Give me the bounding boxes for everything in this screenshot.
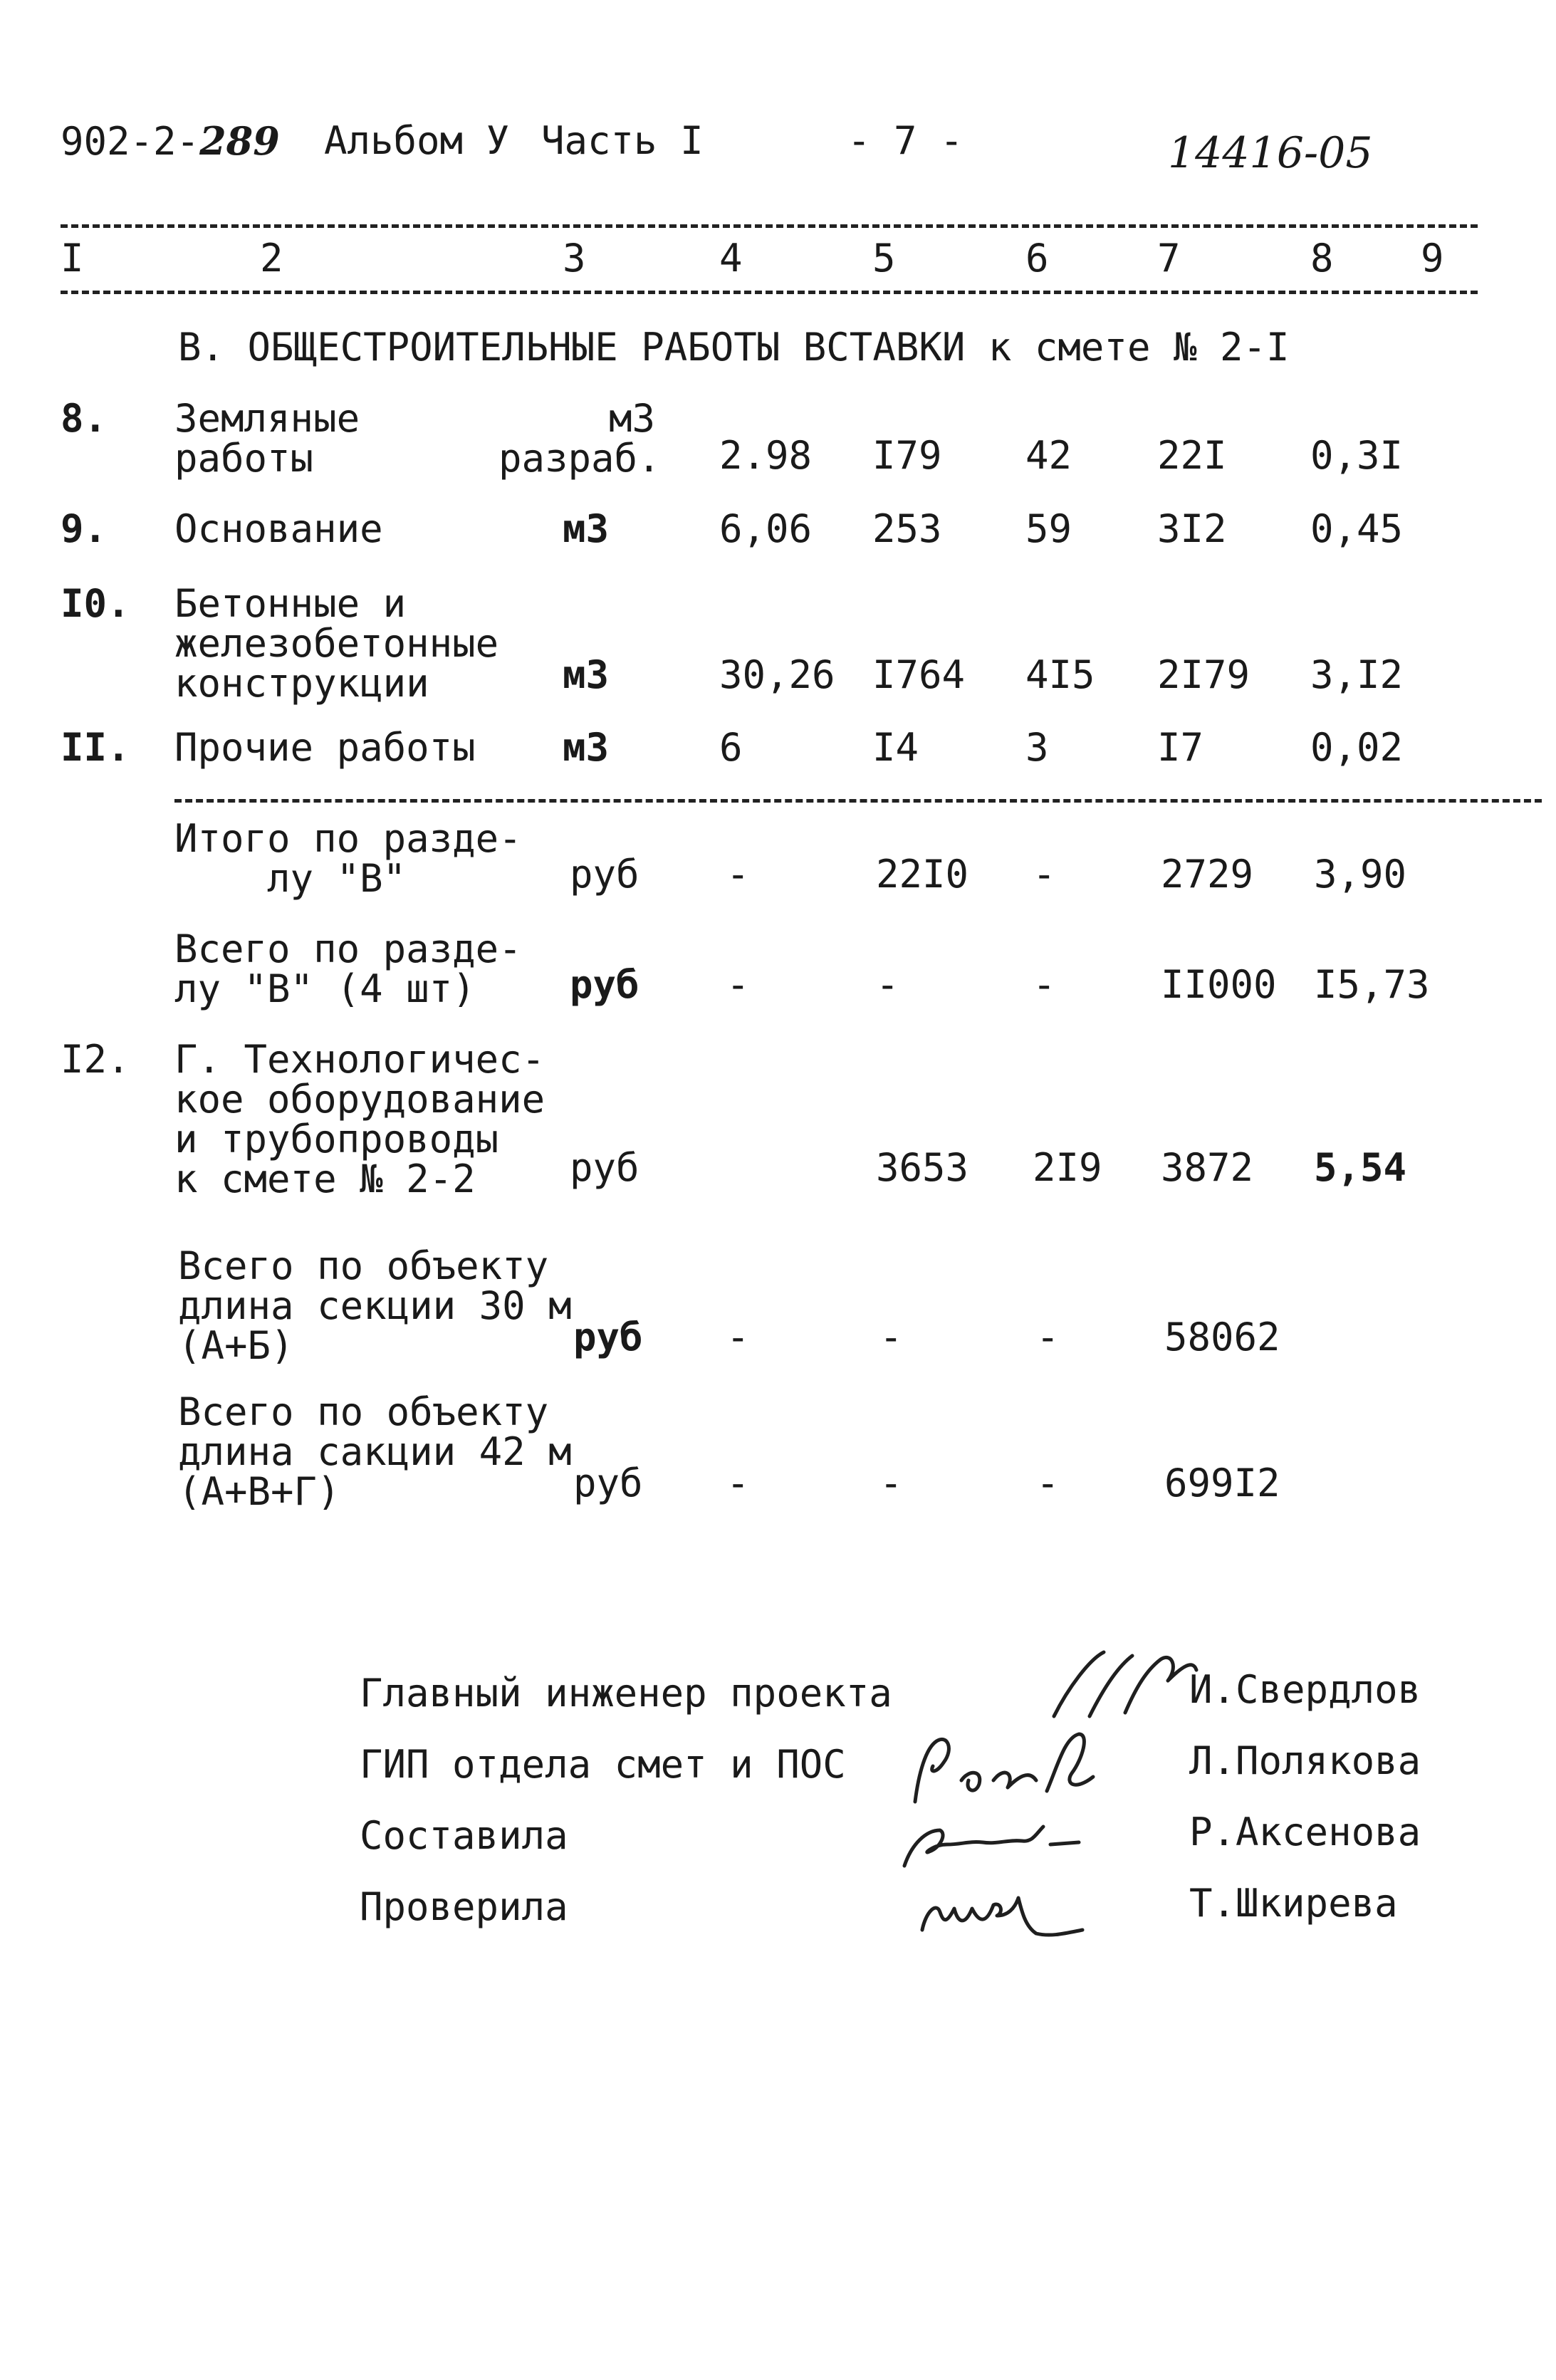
total-qty: -	[726, 852, 750, 897]
header-divider-bottom	[61, 291, 1478, 294]
total-col6: -	[1036, 1315, 1060, 1359]
total-qty: -	[726, 962, 750, 1007]
row-qty: 30,26	[719, 652, 835, 697]
row-col8: 3,I2	[1310, 652, 1404, 697]
total-col8: 3,90	[1314, 852, 1407, 897]
row-name: Г. Технологичес- кое оборудование и трубопроводы к смете № 2-2	[174, 1037, 545, 1201]
signature-person: Т.Шкирева	[1189, 1881, 1398, 1926]
total-qty: -	[726, 1461, 750, 1505]
total-col8: I5,73	[1314, 962, 1430, 1007]
total-unit: руб	[573, 1461, 643, 1505]
handwritten-signature	[1047, 1638, 1203, 1731]
total-col6: -	[1033, 962, 1056, 1007]
totals-divider	[174, 799, 1542, 803]
document-code: 902-2-289	[61, 118, 280, 164]
handwritten-signature	[904, 1723, 1111, 1816]
section-title: В. ОБЩЕСТРОИТЕЛЬНЫЕ РАБОТЫ ВСТАВКИ к смете № 2-I	[178, 325, 1290, 370]
total-col5: -	[879, 1315, 903, 1359]
signature-person: Р.Аксенова	[1189, 1810, 1421, 1854]
total-col5: 22I0	[876, 852, 969, 897]
total-name: Всего по объекту длина секции 30 м (А+Б)	[178, 1243, 572, 1368]
row-name: Основание	[174, 506, 383, 551]
handwritten-signature	[912, 1873, 1104, 1951]
col-num-2: 2	[260, 236, 283, 281]
col-num-7: 7	[1157, 236, 1181, 281]
total-col5: -	[876, 962, 899, 1007]
row-name: Бетонные и железобетонные конструкции	[174, 581, 499, 706]
total-qty: -	[726, 1315, 750, 1359]
total-unit: руб	[573, 1315, 643, 1359]
total-col6: -	[1036, 1461, 1060, 1505]
row-number: I0.	[61, 581, 130, 626]
total-name: Итого по разде- лу "В"	[174, 816, 522, 901]
total-col5: -	[879, 1461, 903, 1505]
row-number: 8.	[61, 396, 108, 441]
col-num-6: 6	[1025, 236, 1049, 281]
total-col7: 58062	[1164, 1315, 1280, 1359]
row-unit: руб	[570, 1145, 639, 1190]
total-unit: руб	[570, 852, 639, 897]
code-number-handwritten: 289	[199, 118, 280, 164]
row-col8: 0,45	[1310, 506, 1404, 551]
row-col7: 3I2	[1157, 506, 1227, 551]
album-label: Альбом У	[324, 118, 510, 163]
total-name: Всего по объекту длина сакции 42 м (А+В+Г)	[178, 1389, 572, 1514]
row-qty: 6,06	[719, 506, 813, 551]
col-num-5: 5	[872, 236, 896, 281]
row-unit: м3 разраб.	[498, 396, 661, 481]
total-col7: 699I2	[1164, 1461, 1280, 1505]
row-name: Земляные работы	[174, 396, 360, 481]
handwritten-signature	[890, 1805, 1111, 1877]
row-col6: 4I5	[1025, 652, 1095, 697]
row-qty: 6	[719, 725, 743, 770]
signature-role: ГИП отдела смет и ПОС	[360, 1742, 846, 1787]
page-number: - 7 -	[847, 118, 964, 163]
signature-role: Главный инженер проекта	[360, 1671, 892, 1716]
header-divider-top	[61, 224, 1478, 228]
row-col6: 42	[1025, 433, 1072, 478]
row-col5: I4	[872, 725, 919, 770]
col-num-4: 4	[719, 236, 743, 281]
row-name: Прочие работы	[174, 725, 476, 770]
part-label: Часть I	[541, 118, 704, 163]
row-col7: 3872	[1161, 1145, 1254, 1190]
row-unit: м3	[563, 652, 610, 697]
col-num-9: 9	[1421, 236, 1444, 281]
row-col6: 2I9	[1033, 1145, 1102, 1190]
row-unit: м3	[563, 506, 610, 551]
row-col5: 253	[872, 506, 942, 551]
signature-person: И.Свердлов	[1189, 1667, 1421, 1712]
total-col7: II000	[1161, 962, 1277, 1007]
row-col8: 0,02	[1310, 725, 1404, 770]
row-col6: 59	[1025, 506, 1072, 551]
row-col8: 5,54	[1314, 1145, 1407, 1190]
signature-person: Л.Полякова	[1189, 1738, 1421, 1783]
col-num-3: 3	[563, 236, 586, 281]
signature-role: Составила	[360, 1813, 568, 1858]
total-name: Всего по разде- лу "В" (4 шт)	[174, 927, 522, 1011]
row-col5: I79	[872, 433, 942, 478]
row-col7: I7	[1157, 725, 1204, 770]
row-col6: 3	[1025, 725, 1049, 770]
row-col7: 2I79	[1157, 652, 1250, 697]
archive-number-handwritten: 14416-05	[1168, 128, 1373, 178]
row-qty: 2.98	[719, 433, 813, 478]
total-col6: -	[1033, 852, 1056, 897]
col-num-8: 8	[1310, 236, 1334, 281]
row-number: I2.	[61, 1037, 130, 1082]
row-unit: м3	[563, 725, 610, 770]
row-col7: 22I	[1157, 433, 1227, 478]
col-num-1: I	[61, 236, 84, 281]
row-col8: 0,3I	[1310, 433, 1404, 478]
signature-role: Проверила	[360, 1884, 568, 1929]
total-unit: руб	[570, 962, 639, 1007]
row-number: 9.	[61, 506, 108, 551]
row-col5: I764	[872, 652, 966, 697]
row-number: II.	[61, 725, 130, 770]
row-col5: 3653	[876, 1145, 969, 1190]
total-col7: 2729	[1161, 852, 1254, 897]
